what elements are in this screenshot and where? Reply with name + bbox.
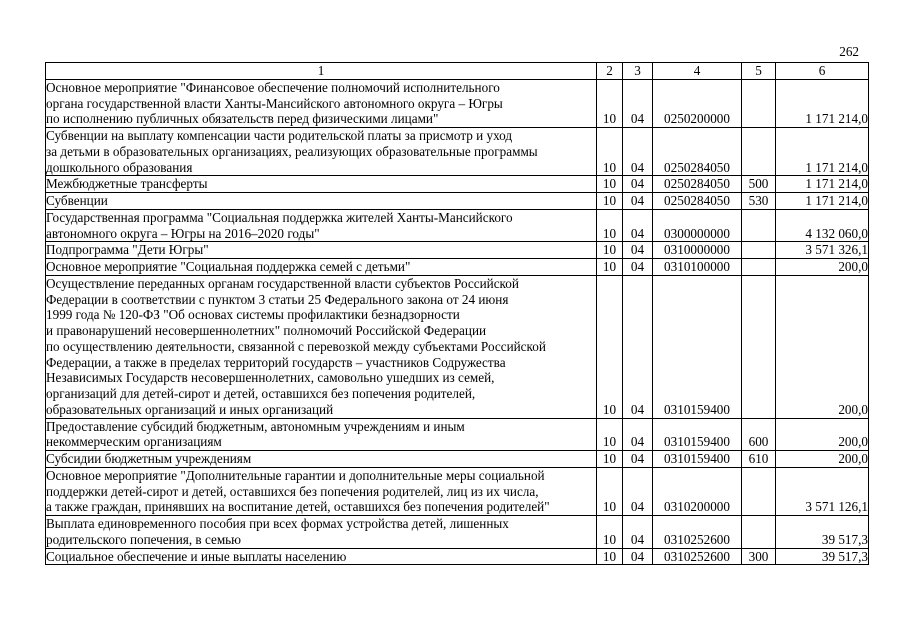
target-item-code: 0310000000 <box>653 242 742 259</box>
subsection-code: 04 <box>623 193 653 210</box>
item-name-line: Основное мероприятие "Финансовое обеспечение полномочий исполнительного <box>46 79 500 95</box>
section-code: 10 <box>597 548 623 565</box>
subsection-code: 04 <box>623 275 653 418</box>
item-name-line: Выплата единовременного пособия при всех формах устройства детей, лишенных <box>46 516 509 531</box>
item-name-cell <box>46 209 597 242</box>
subsection-code: 04 <box>623 259 653 276</box>
table-row <box>46 451 869 468</box>
item-name-cell <box>46 275 597 418</box>
header-cell-1: 1 <box>46 63 597 80</box>
header-cell-3: 3 <box>623 63 653 80</box>
table-row <box>46 259 869 276</box>
item-name-line: Федерации, а также в пределах территорий государств – участников Содружества <box>46 354 506 370</box>
budget-table <box>45 62 869 565</box>
amount: 200,0 <box>776 451 869 468</box>
header-cell-6: 6 <box>776 63 869 80</box>
amount: 3 571 326,1 <box>776 242 869 259</box>
item-name-line: Осуществление переданных органам государственной власти субъектов Российской <box>46 275 519 291</box>
amount: 200,0 <box>776 275 869 418</box>
section-code: 10 <box>597 516 623 549</box>
section-code: 10 <box>597 242 623 259</box>
item-name-line: Предоставление субсидий бюджетным, автономным учреждениям и иным <box>46 418 465 434</box>
item-name-cell <box>46 259 597 276</box>
item-name-cell <box>46 467 597 515</box>
header-cell-5: 5 <box>742 63 776 80</box>
amount: 39 517,3 <box>776 516 869 549</box>
table-row <box>46 467 869 515</box>
section-code: 10 <box>597 128 623 176</box>
item-name-line: некоммерческим организациям <box>46 434 222 450</box>
item-name-cell <box>46 451 597 468</box>
item-name-cell <box>46 79 597 127</box>
target-item-code: 0310159400 <box>653 418 742 451</box>
item-name-line: Государственная программа "Социальная поддержка жителей Ханты-Мансийского <box>46 209 513 225</box>
section-code: 10 <box>597 209 623 242</box>
item-name-line: поддержки детей-сирот и детей, оставшихся без попечения родителей, лиц из их числа, <box>46 483 539 499</box>
expense-type-code: 600 <box>742 418 776 451</box>
item-name-line: органа государственной власти Ханты-Мансийского автономного округа – Югры <box>46 95 503 111</box>
subsection-code: 04 <box>623 128 653 176</box>
section-code: 10 <box>597 467 623 515</box>
item-name-line: Независимых Государств несовершеннолетних, самовольно ушедших из семей, <box>46 370 495 386</box>
amount: 4 132 060,0 <box>776 209 869 242</box>
section-code: 10 <box>597 451 623 468</box>
table-row <box>46 193 869 210</box>
target-item-code: 0250284050 <box>653 128 742 176</box>
target-item-code: 0310252600 <box>653 548 742 565</box>
item-name-cell <box>46 516 597 549</box>
expense-type-code <box>742 209 776 242</box>
item-name-line: Федерации в соответствии с пунктом 3 статьи 25 Федерального закона от 24 июня <box>46 291 509 307</box>
subsection-code: 04 <box>623 516 653 549</box>
page-number: 262 <box>839 44 859 59</box>
table-row <box>46 242 869 259</box>
table-row <box>46 128 869 176</box>
subsection-code: 04 <box>623 548 653 565</box>
target-item-code: 0300000000 <box>653 209 742 242</box>
item-name-line: родительского попечения, в семью <box>46 531 242 547</box>
subsection-code: 04 <box>623 176 653 193</box>
section-code: 10 <box>597 176 623 193</box>
table-row <box>46 209 869 242</box>
section-code: 10 <box>597 418 623 451</box>
table-row <box>46 516 869 549</box>
table-row <box>46 548 869 565</box>
target-item-code: 0310200000 <box>653 467 742 515</box>
table-header-row <box>46 63 869 80</box>
item-name-line: Подпрограмма "Дети Югры" <box>46 242 209 258</box>
expense-type-code: 500 <box>742 176 776 193</box>
section-code: 10 <box>597 193 623 210</box>
subsection-code: 04 <box>623 418 653 451</box>
table-row <box>46 176 869 193</box>
item-name-line: дошкольного образования <box>46 159 193 175</box>
section-code: 10 <box>597 79 623 127</box>
target-item-code: 0250200000 <box>653 79 742 127</box>
expense-type-code <box>742 467 776 515</box>
item-name-line: Межбюджетные трансферты <box>46 176 208 192</box>
table-row <box>46 418 869 451</box>
header-cell-4: 4 <box>653 63 742 80</box>
expense-type-code <box>742 242 776 259</box>
item-name-cell <box>46 548 597 565</box>
header-cell-2: 2 <box>597 63 623 80</box>
amount: 1 171 214,0 <box>776 193 869 210</box>
expense-type-code: 610 <box>742 451 776 468</box>
subsection-code: 04 <box>623 451 653 468</box>
subsection-code: 04 <box>623 242 653 259</box>
expense-type-code <box>742 79 776 127</box>
table-row <box>46 275 869 418</box>
target-item-code: 0310159400 <box>653 275 742 418</box>
expense-type-code: 300 <box>742 548 776 565</box>
target-item-code: 0310159400 <box>653 451 742 468</box>
amount: 200,0 <box>776 418 869 451</box>
expense-type-code <box>742 516 776 549</box>
item-name-line: по исполнению публичных обязательств перед физическими лицами" <box>46 111 439 127</box>
amount: 3 571 126,1 <box>776 467 869 515</box>
table-row <box>46 79 869 127</box>
item-name-cell <box>46 176 597 193</box>
expense-type-code <box>742 259 776 276</box>
expense-type-code <box>742 275 776 418</box>
item-name-line: образовательных организаций и иных организаций <box>46 401 334 417</box>
subsection-code: 04 <box>623 209 653 242</box>
amount: 1 171 214,0 <box>776 128 869 176</box>
item-name-line: и правонарушений несовершеннолетних" полномочий Российской Федерации <box>46 323 487 338</box>
expense-type-code <box>742 128 776 176</box>
amount: 1 171 214,0 <box>776 79 869 127</box>
item-name-line: Субвенции на выплату компенсации части родительской платы за присмотр и уход <box>46 128 513 143</box>
item-name-line: Субсидии бюджетным учреждениям <box>46 451 252 466</box>
item-name-cell <box>46 242 597 259</box>
target-item-code: 0250284050 <box>653 193 742 210</box>
item-name-cell <box>46 193 597 210</box>
item-name-line: по осуществлению деятельности, связанной с перевозкой между субъектами Российской <box>46 338 546 354</box>
item-name-line: Социальное обеспечение и иные выплаты населению <box>46 548 347 564</box>
amount: 1 171 214,0 <box>776 176 869 193</box>
item-name-line: Основное мероприятие "Дополнительные гарантии и дополнительные меры социальной <box>46 467 545 483</box>
expense-type-code: 530 <box>742 193 776 210</box>
target-item-code: 0310100000 <box>653 259 742 276</box>
item-name-line: Субвенции <box>46 193 108 208</box>
target-item-code: 0310252600 <box>653 516 742 549</box>
item-name-line: 1999 года № 120-ФЗ "Об основах системы профилактики безнадзорности <box>46 307 460 323</box>
item-name-line: а также граждан, принявших на воспитание детей, оставшихся без попечения родителей" <box>46 499 550 515</box>
item-name-line: за детьми в образовательных организациях, реализующих образовательные программы <box>46 143 538 159</box>
subsection-code: 04 <box>623 467 653 515</box>
target-item-code: 0250284050 <box>653 176 742 193</box>
subsection-code: 04 <box>623 79 653 127</box>
section-code: 10 <box>597 259 623 276</box>
item-name-cell <box>46 128 597 176</box>
amount: 39 517,3 <box>776 548 869 565</box>
item-name-cell <box>46 418 597 451</box>
item-name-line: Основное мероприятие "Социальная поддержка семей с детьми" <box>46 259 411 274</box>
section-code: 10 <box>597 275 623 418</box>
item-name-line: автономного округа – Югры на 2016–2020 годы" <box>46 225 320 241</box>
item-name-line: организаций для детей-сирот и детей, оставшихся без попечения родителей, <box>46 386 476 401</box>
amount: 200,0 <box>776 259 869 276</box>
